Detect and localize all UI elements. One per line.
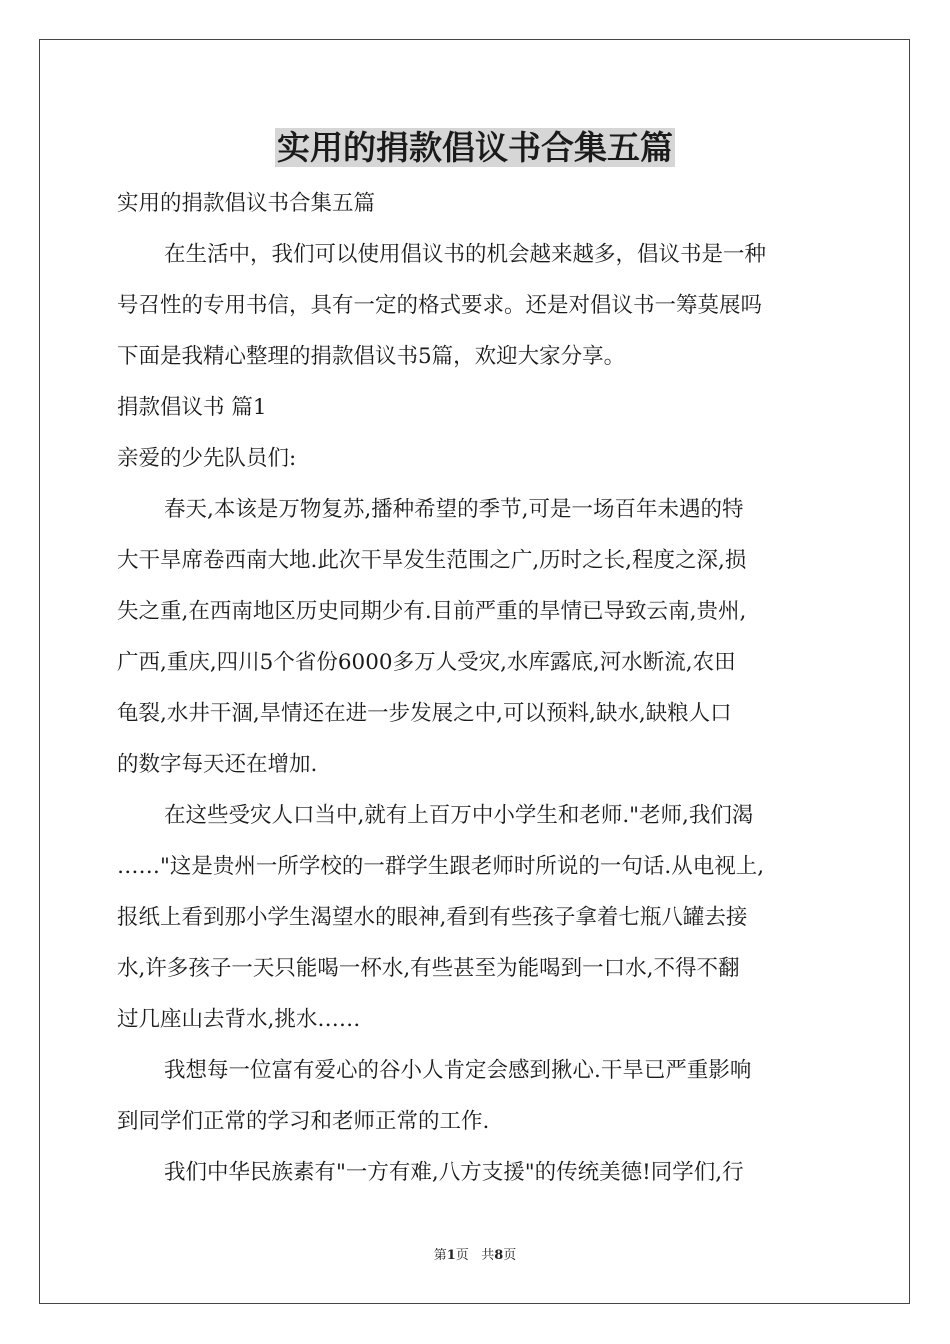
- text-line: 龟裂,水井干涸,旱情还在进一步发展之中,可以预料,缺水,缺粮人口: [117, 701, 732, 726]
- text-line: 号召性的专用书信，具有一定的格式要求。还是对倡议书一筹莫展吗: [117, 293, 763, 318]
- footer-prefix: 第: [433, 1248, 447, 1263]
- text-line: 亲爱的少先队员们:: [117, 446, 297, 471]
- text-line: 下面是我精心整理的捐款倡议书5篇，欢迎大家分享。: [117, 344, 626, 369]
- footer-page-total: 8: [494, 1248, 504, 1263]
- text-line: 过几座山去背水,挑水……: [117, 1007, 361, 1032]
- text-line: 我想每一位富有爱心的谷小人肯定会感到揪心.干旱已严重影响: [164, 1058, 752, 1083]
- text-line: 实用的捐款倡议书合集五篇: [117, 191, 376, 216]
- text-line: 的数字每天还在增加.: [117, 752, 318, 777]
- footer-suffix: 页: [503, 1248, 517, 1263]
- text-line: 到同学们正常的学习和老师正常的工作.: [117, 1109, 490, 1134]
- document-title-text: 实用的捐款倡议书合集五篇: [277, 128, 673, 167]
- text-line: 捐款倡议书 篇1: [117, 395, 267, 420]
- text-line: 失之重,在西南地区历史同期少有.目前严重的旱情已导致云南,贵州,: [117, 599, 747, 624]
- text-line: 在这些受灾人口当中,就有上百万中小学生和老师."老师,我们渴: [164, 803, 754, 828]
- text-line: 广西,重庆,四川5个省份6000多万人受灾,水库露底,河水断流,农田: [117, 650, 736, 675]
- document-title: [0, 126, 950, 170]
- text-line: 报纸上看到那小学生渴望水的眼神,看到有些孩子拿着七瓶八罐去接: [117, 905, 748, 930]
- page-footer: [0, 1247, 950, 1265]
- footer-page-current: 1: [446, 1248, 456, 1263]
- footer-mid: 页 共: [455, 1248, 495, 1263]
- text-line: 大干旱席卷西南大地.此次干旱发生范围之广,历时之长,程度之深,损: [117, 548, 747, 573]
- text-line: 我们中华民族素有"一方有难,八方支援"的传统美德!同学们,行: [164, 1160, 744, 1185]
- text-line: 水,许多孩子一天只能喝一杯水,有些甚至为能喝到一口水,不得不翻: [117, 956, 740, 981]
- document-body: [117, 178, 837, 1198]
- text-line: 在生活中，我们可以使用倡议书的机会越来越多，倡议书是一种: [164, 242, 767, 267]
- text-line: ……"这是贵州一所学校的一群学生跟老师时所说的一句话.从电视上,: [117, 854, 765, 879]
- text-line: 春天,本该是万物复苏,播种希望的季节,可是一场百年未遇的特: [164, 497, 744, 522]
